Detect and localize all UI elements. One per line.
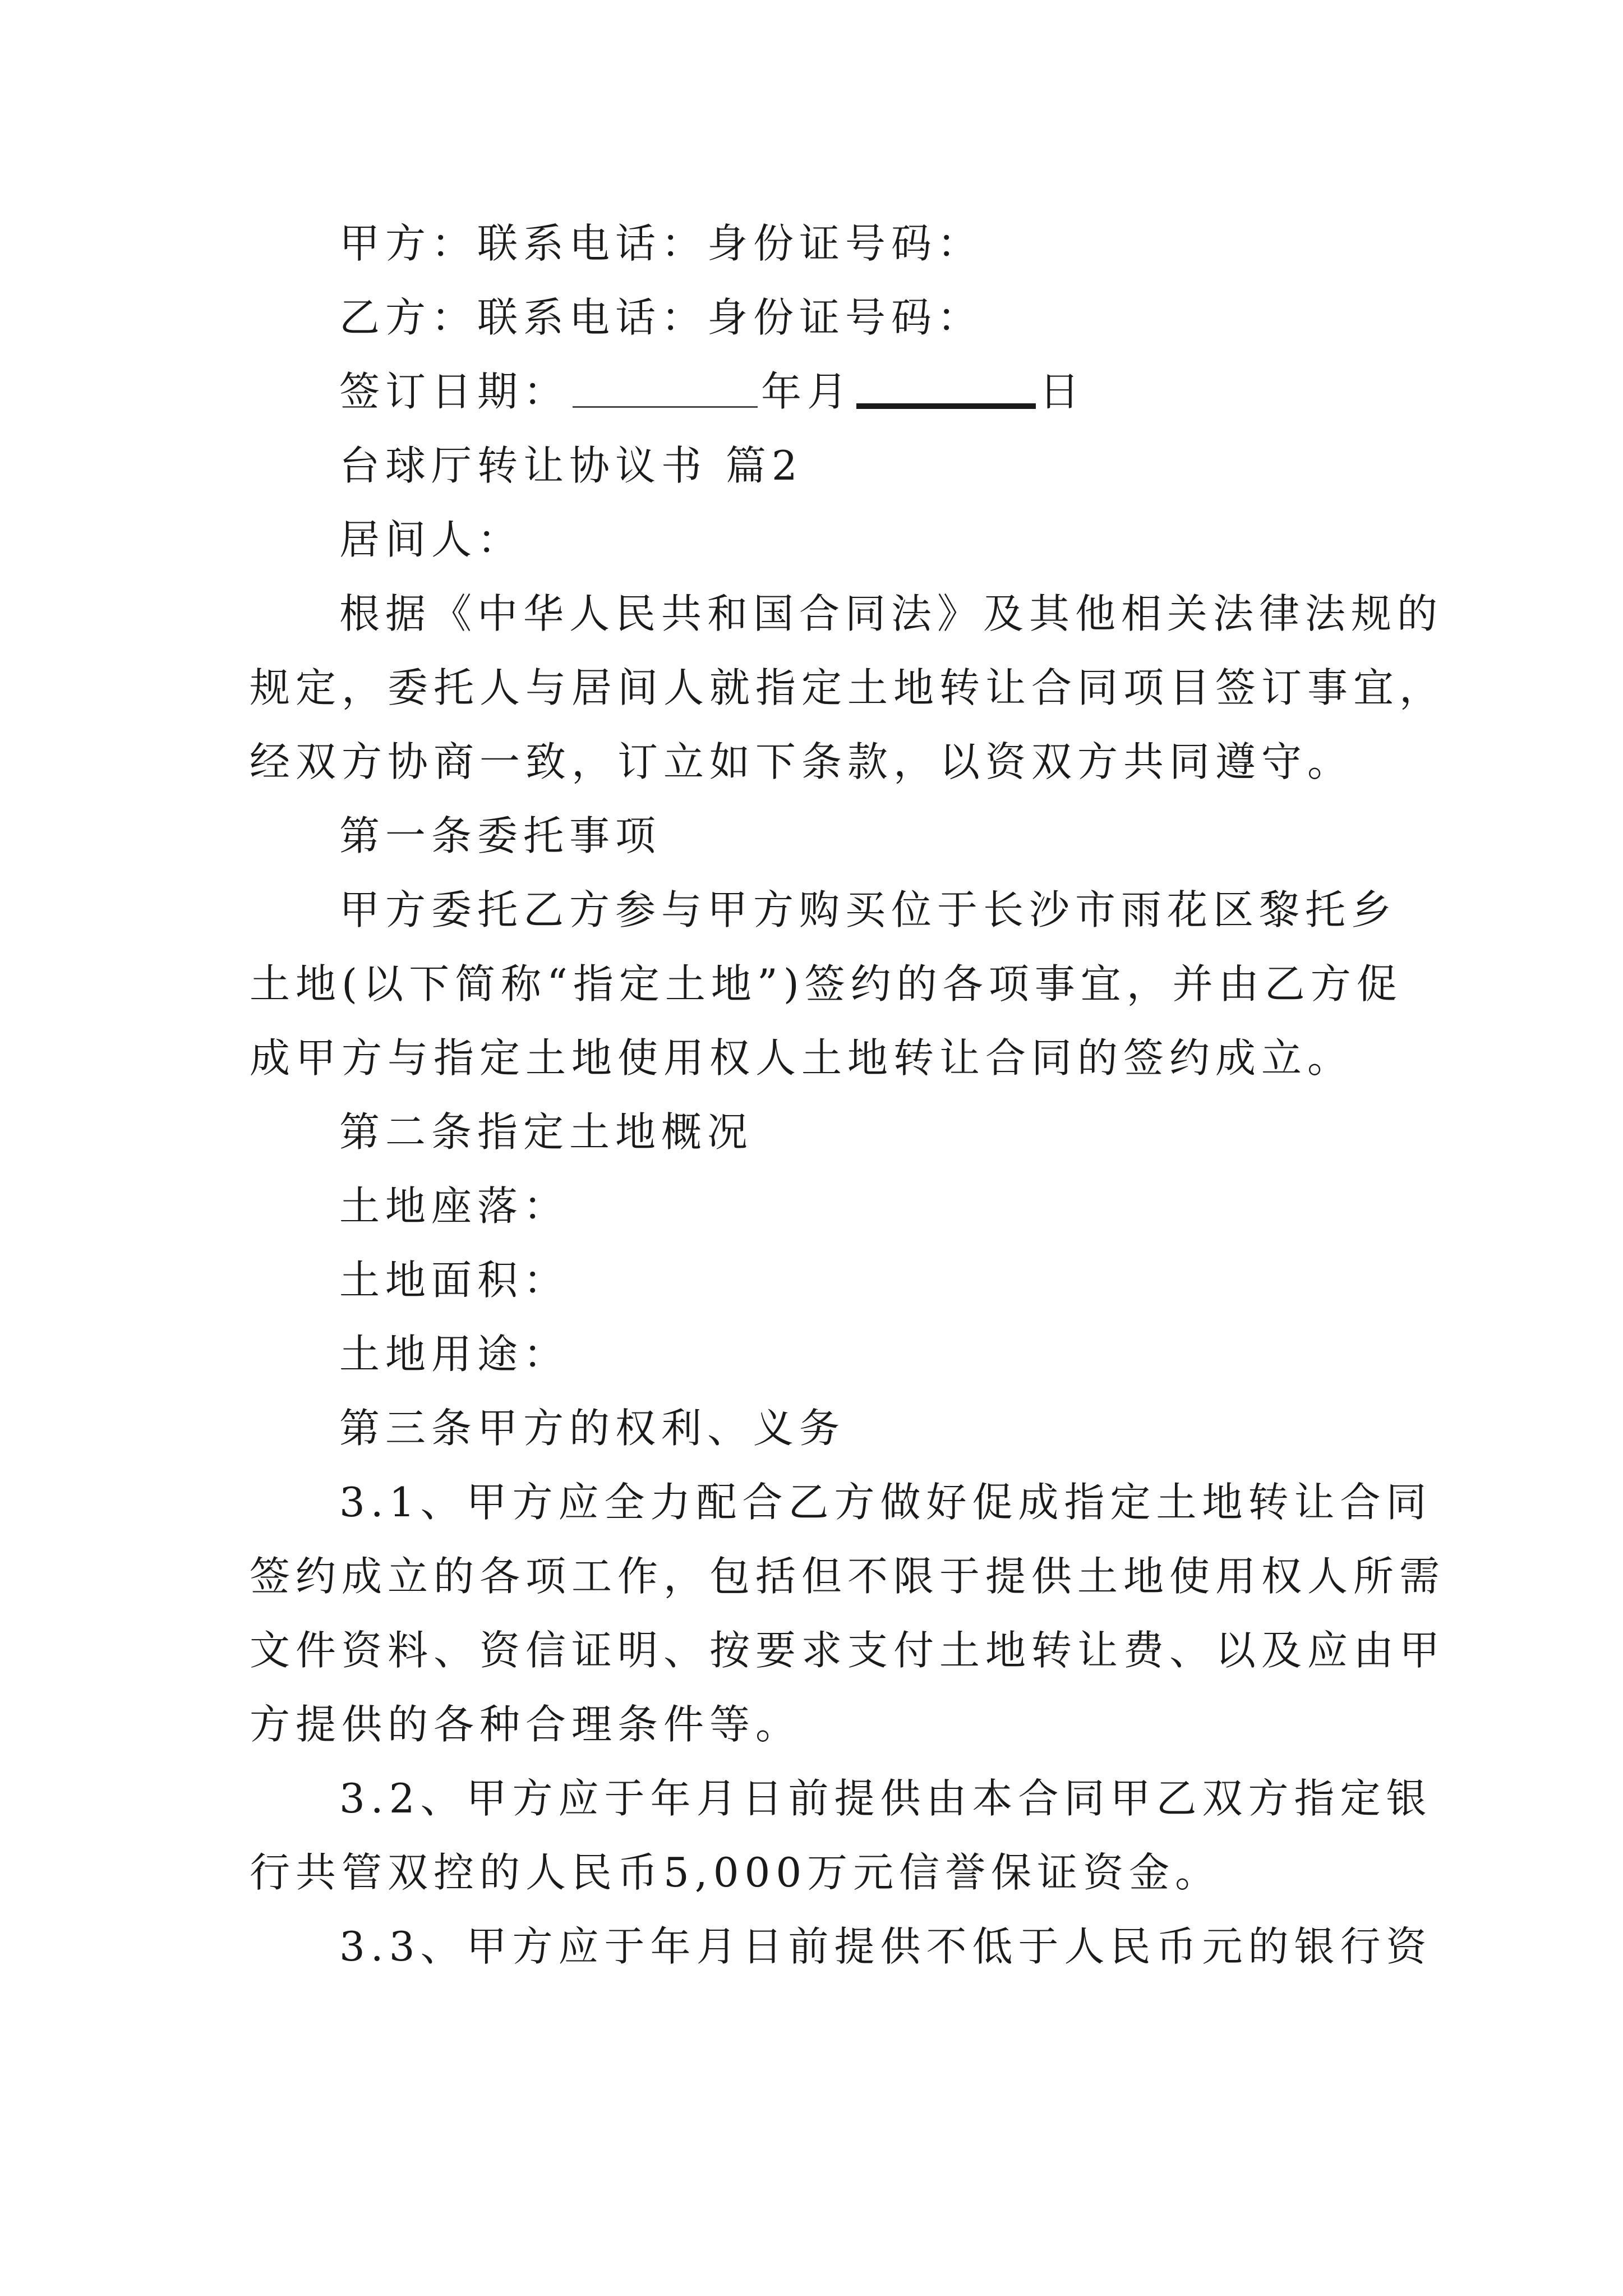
party-a-line: 甲方：联系电话：身份证号码： <box>339 220 984 267</box>
paragraph-line: 3.2、甲方应于年月日前提供由本合同甲乙双方指定银 <box>339 1775 1432 1822</box>
paragraph-line: 规定，委托人与居间人就指定土地转让合同项目签订事宜， <box>250 664 1446 711</box>
land-location-line: 土地座落： <box>339 1182 570 1230</box>
paragraph-line: 文件资料、资信证明、按要求支付土地转让费、以及应由甲 <box>250 1627 1446 1674</box>
paragraph-line: 根据《中华人民共和国合同法》及其他相关法律法规的 <box>339 590 1444 637</box>
day-label: 日 <box>1039 368 1086 415</box>
paragraph-line: 签约成立的各项工作，包括但不限于提供土地使用权人所需 <box>250 1553 1446 1600</box>
signing-date-label: 签订日期： <box>339 368 570 415</box>
paragraph-line: 土地(以下简称“指定土地”)签约的各项事宜，并由乙方促 <box>250 960 1403 1007</box>
paragraph-line: 经双方协商一致，订立如下条款，以资双方共同遵守。 <box>250 738 1354 785</box>
paragraph-line: 方提供的各种合理条件等。 <box>250 1701 802 1748</box>
paragraph-line: 3.1、甲方应全力配合乙方做好促成指定土地转让合同 <box>339 1479 1432 1526</box>
land-area-line: 土地面积： <box>339 1257 570 1304</box>
article-heading: 第三条甲方的权利、义务 <box>339 1405 846 1452</box>
paragraph-line: 行共管双控的人民币5,000万元信誉保证资金。 <box>250 1849 1221 1896</box>
article-heading: 第一条委托事项 <box>339 812 662 859</box>
paragraph-line: 甲方委托乙方参与甲方购买位于长沙市雨花区黎托乡 <box>339 886 1398 933</box>
party-b-line: 乙方：联系电话：身份证号码： <box>339 294 984 341</box>
signing-date-line <box>339 368 1086 415</box>
year-month-label: 年月 <box>761 368 854 415</box>
date-blank-thin <box>573 375 758 408</box>
paragraph-line: 成甲方与指定土地使用权人土地转让合同的签约成立。 <box>250 1034 1354 1082</box>
section-title: 台球厅转让协议书 篇2 <box>339 442 803 489</box>
date-blank-thick <box>856 374 1036 409</box>
intermediary-line: 居间人： <box>339 516 524 563</box>
land-use-line: 土地用途： <box>339 1331 570 1378</box>
paragraph-line: 3.3、甲方应于年月日前提供不低于人民币元的银行资 <box>339 1923 1432 1970</box>
article-heading: 第二条指定土地概况 <box>339 1108 754 1156</box>
